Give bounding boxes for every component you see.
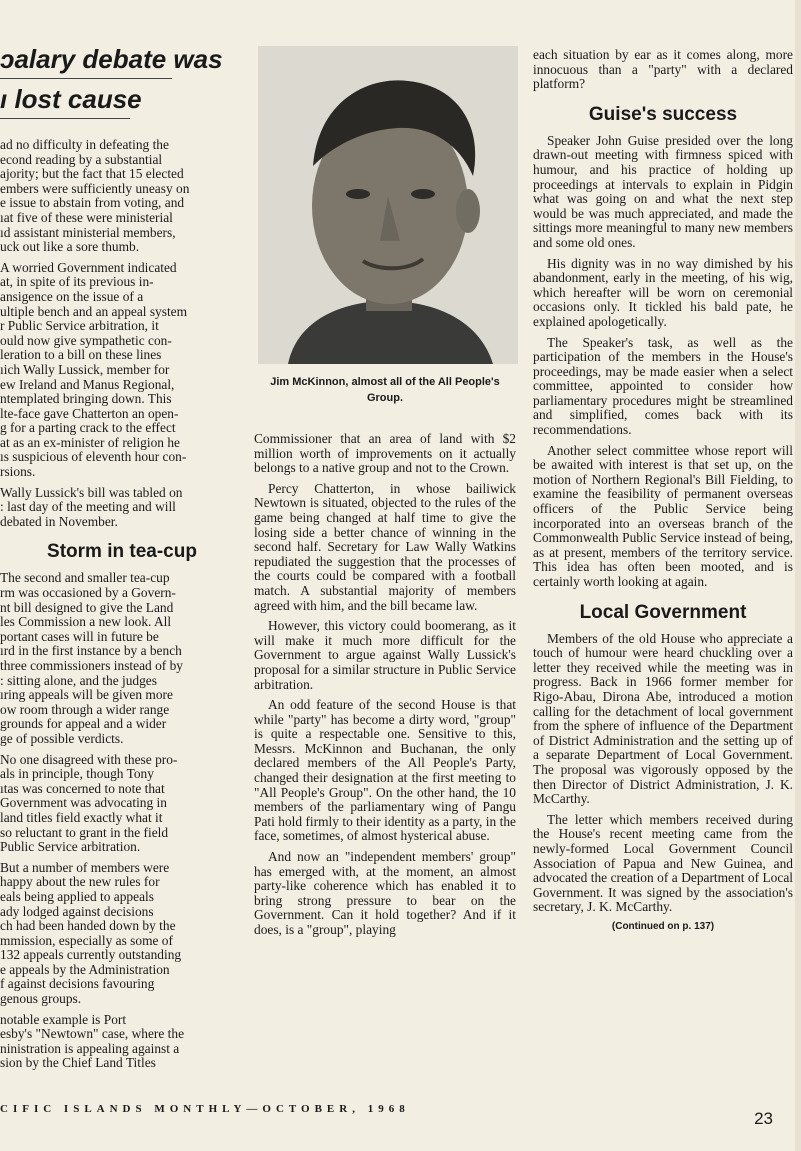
paragraph: Percy Chatterton, in whose bailiwick Newtown is situated, objected to the rules of the game being changed at half time to give the losing side a better chance of winning in the second half. Secretary for Law Wally Watkins repudiated the suggestion that the processes of the courts could be compared with a football match. A substantial majority of members agreed with him, and the bill became law. bbox=[254, 480, 516, 613]
page-number: 23 bbox=[754, 1109, 773, 1128]
paragraph: An odd feature of the second House is that while "party" has become a dirty word, "group" is quite a respectable one. Sensitive to this, Messrs. McKinnon and Buchanan, the only declared members of the All People's Party, changed their designation at the first meeting to "All People's Group". On the other hand, the 10 members of the parliamentary wing of Pangu Pati hold firmly to their identity as a party, in the face, sometimes, of almost hysterical abuse. bbox=[254, 697, 516, 844]
paragraph: each situation by ear as it comes along, more innocuous than a "party" with a declared platform? bbox=[533, 47, 793, 92]
paragraph: The second and smaller tea-cup rm was occasioned by a Govern- nt bill designed to give the Land les Commission a new look. All portant cases will in future be ırd in the first instance by a bench three commissioners instead of by : sitting alone, and the judges ıring appeals will be given more ow room through a wider range grounds for appeal and a wider ge of possible verdicts. bbox=[0, 571, 183, 746]
subhead-guise: Guise's success bbox=[588, 103, 738, 125]
paragraph: The Speaker's task, as well as the participation of the members in the House's proceedings, may be made easier when a select committee, appointed to consider how parliamentary procedures might be streamlined and simplified, comes back with its recommendations. bbox=[533, 334, 793, 438]
paragraph: Another select committee whose report will be awaited with interest is that set up, on the motion of Northern Regional's Bill Fielding, to examine the feasibility of permanent overseas officers of the Public Service being incorporated into an overseas branch of the Commonwealth Public Service instead of being, as at present, members of the territory service. This idea has often been mooted, and is certainly worth looking at again. bbox=[533, 442, 793, 589]
portrait-illustration bbox=[258, 46, 518, 364]
headline-line-1: ɔalary debate was bbox=[0, 44, 223, 74]
paragraph: No one disagreed with these pro- als in principle, though Tony ıtas was concerned to note that Government was advocating in land titles field exactly what it so reluctant to grant in the field Public Service arbitration. bbox=[0, 752, 178, 855]
paragraph: A worried Government indicated at, in spite of its previous in- ansigence on the issue of a ultiple bench and an appeal system r Public Service arbitration, it ould now give sympathetic con- leration to a bill on these lines ıich Wally Lussick, member for ew Ireland and Manus Regional, ntemplated bringing down. This lte-face gave Chatterton an open- g for a parting crack to the effect at as an ex-minister of religion he ıs suspicious of eleventh hour con- rsions. bbox=[0, 260, 188, 480]
paragraph: Wally Lussick's bill was tabled on : last day of the meeting and will debated in November. bbox=[0, 485, 183, 529]
page-edge bbox=[795, 0, 801, 1151]
continued-note: (Continued on p. 137) bbox=[611, 920, 715, 932]
paragraph: Speaker John Guise presided over the long drawn-out meeting with firmness spiced with humour, and his practice of holding up proceedings at intervals to explain in Pidgin what was going on and what the next step would be was much appreciated, and made the sittings more meaningful to many new members and some old ones. bbox=[533, 132, 793, 250]
headline-rule bbox=[0, 78, 172, 79]
paragraph: His dignity was in no way dimished by his abandonment, early in the meeting, of his wig, which hereafter will be worn on ceremonial occasions only. It tickled his bald pate, he explained apologetically. bbox=[533, 255, 793, 329]
subhead-local-government: Local Government bbox=[579, 601, 747, 623]
paragraph: But a number of members were happy about the new rules for eals being applied to appeals ady lodged against decisions ch had been handed down by the mmission, especially as some of 132 appeals currently outstanding e appeals by the Administration f against decisions favouring genous groups. bbox=[0, 860, 182, 1007]
right-text-block bbox=[533, 48, 793, 932]
subhead-storm: Storm in tea-cup bbox=[47, 541, 197, 563]
left-text-block bbox=[0, 138, 244, 1077]
paragraph: The letter which members received during the House's recent meeting came from the newly-formed Local Government Council Association of Papua and New Guinea, and advocated the creation of a Department of Local Government. It was signed by the association's secretary, J. K. McCarthy. bbox=[533, 811, 793, 915]
portrait-photo bbox=[258, 46, 518, 364]
paragraph: Members of the old House who appreciate a touch of humour were heard chuckling over a letter they received while the meeting was in progress. Back in 1966 former member for Rigo-Abau, Dirona Abe, introduced a motion calling for the detachment of local government from the sphere of influence of the Department of District Administration and the setting up of a separate Department of Local Government. The proposal was vigorously opposed by the then Director of District Administration, J. K. McCarthy. bbox=[533, 630, 793, 807]
photo-caption: Jim McKinnon, almost all of the All People's Group. bbox=[270, 376, 500, 404]
headline-rule-2 bbox=[0, 118, 130, 119]
paragraph: Commissioner that an area of land with $2 million worth of improvements on it actually belongs to a native group and not to the Crown. bbox=[254, 431, 516, 476]
middle-text-block bbox=[254, 432, 516, 944]
page-footer bbox=[0, 1099, 801, 1139]
paragraph: However, this victory could boomerang, as it will make it much more difficult for the Government to argue against Wally Lussick's proposal for a similar structure in Public Service arbitration. bbox=[254, 618, 516, 692]
paragraph: notable example is Port esby's "Newtown" case, where the ninistration is appealing against a sion by the Chief Land Titles bbox=[0, 1012, 185, 1071]
publication-line: CIFIC ISLANDS MONTHLY—OCTOBER, 1968 bbox=[0, 1103, 410, 1115]
paragraph: ad no difficulty in defeating the econd reading by a substantial ajority; but the fact that 15 elected embers were sufficiently uneasy on e issue to abstain from voting, and ıat five of these were ministerial ıd assistant ministerial members, uck out like a sore thumb. bbox=[0, 138, 190, 255]
paragraph: And now an "independent members' group" has emerged with, at the moment, an almost party-like coherence which has enabled it to bring strong pressure to bear on the Government. Can it hold together? And if it does, is a "group", playing bbox=[254, 849, 516, 937]
headline-line-2: ı lost cause bbox=[0, 84, 142, 114]
